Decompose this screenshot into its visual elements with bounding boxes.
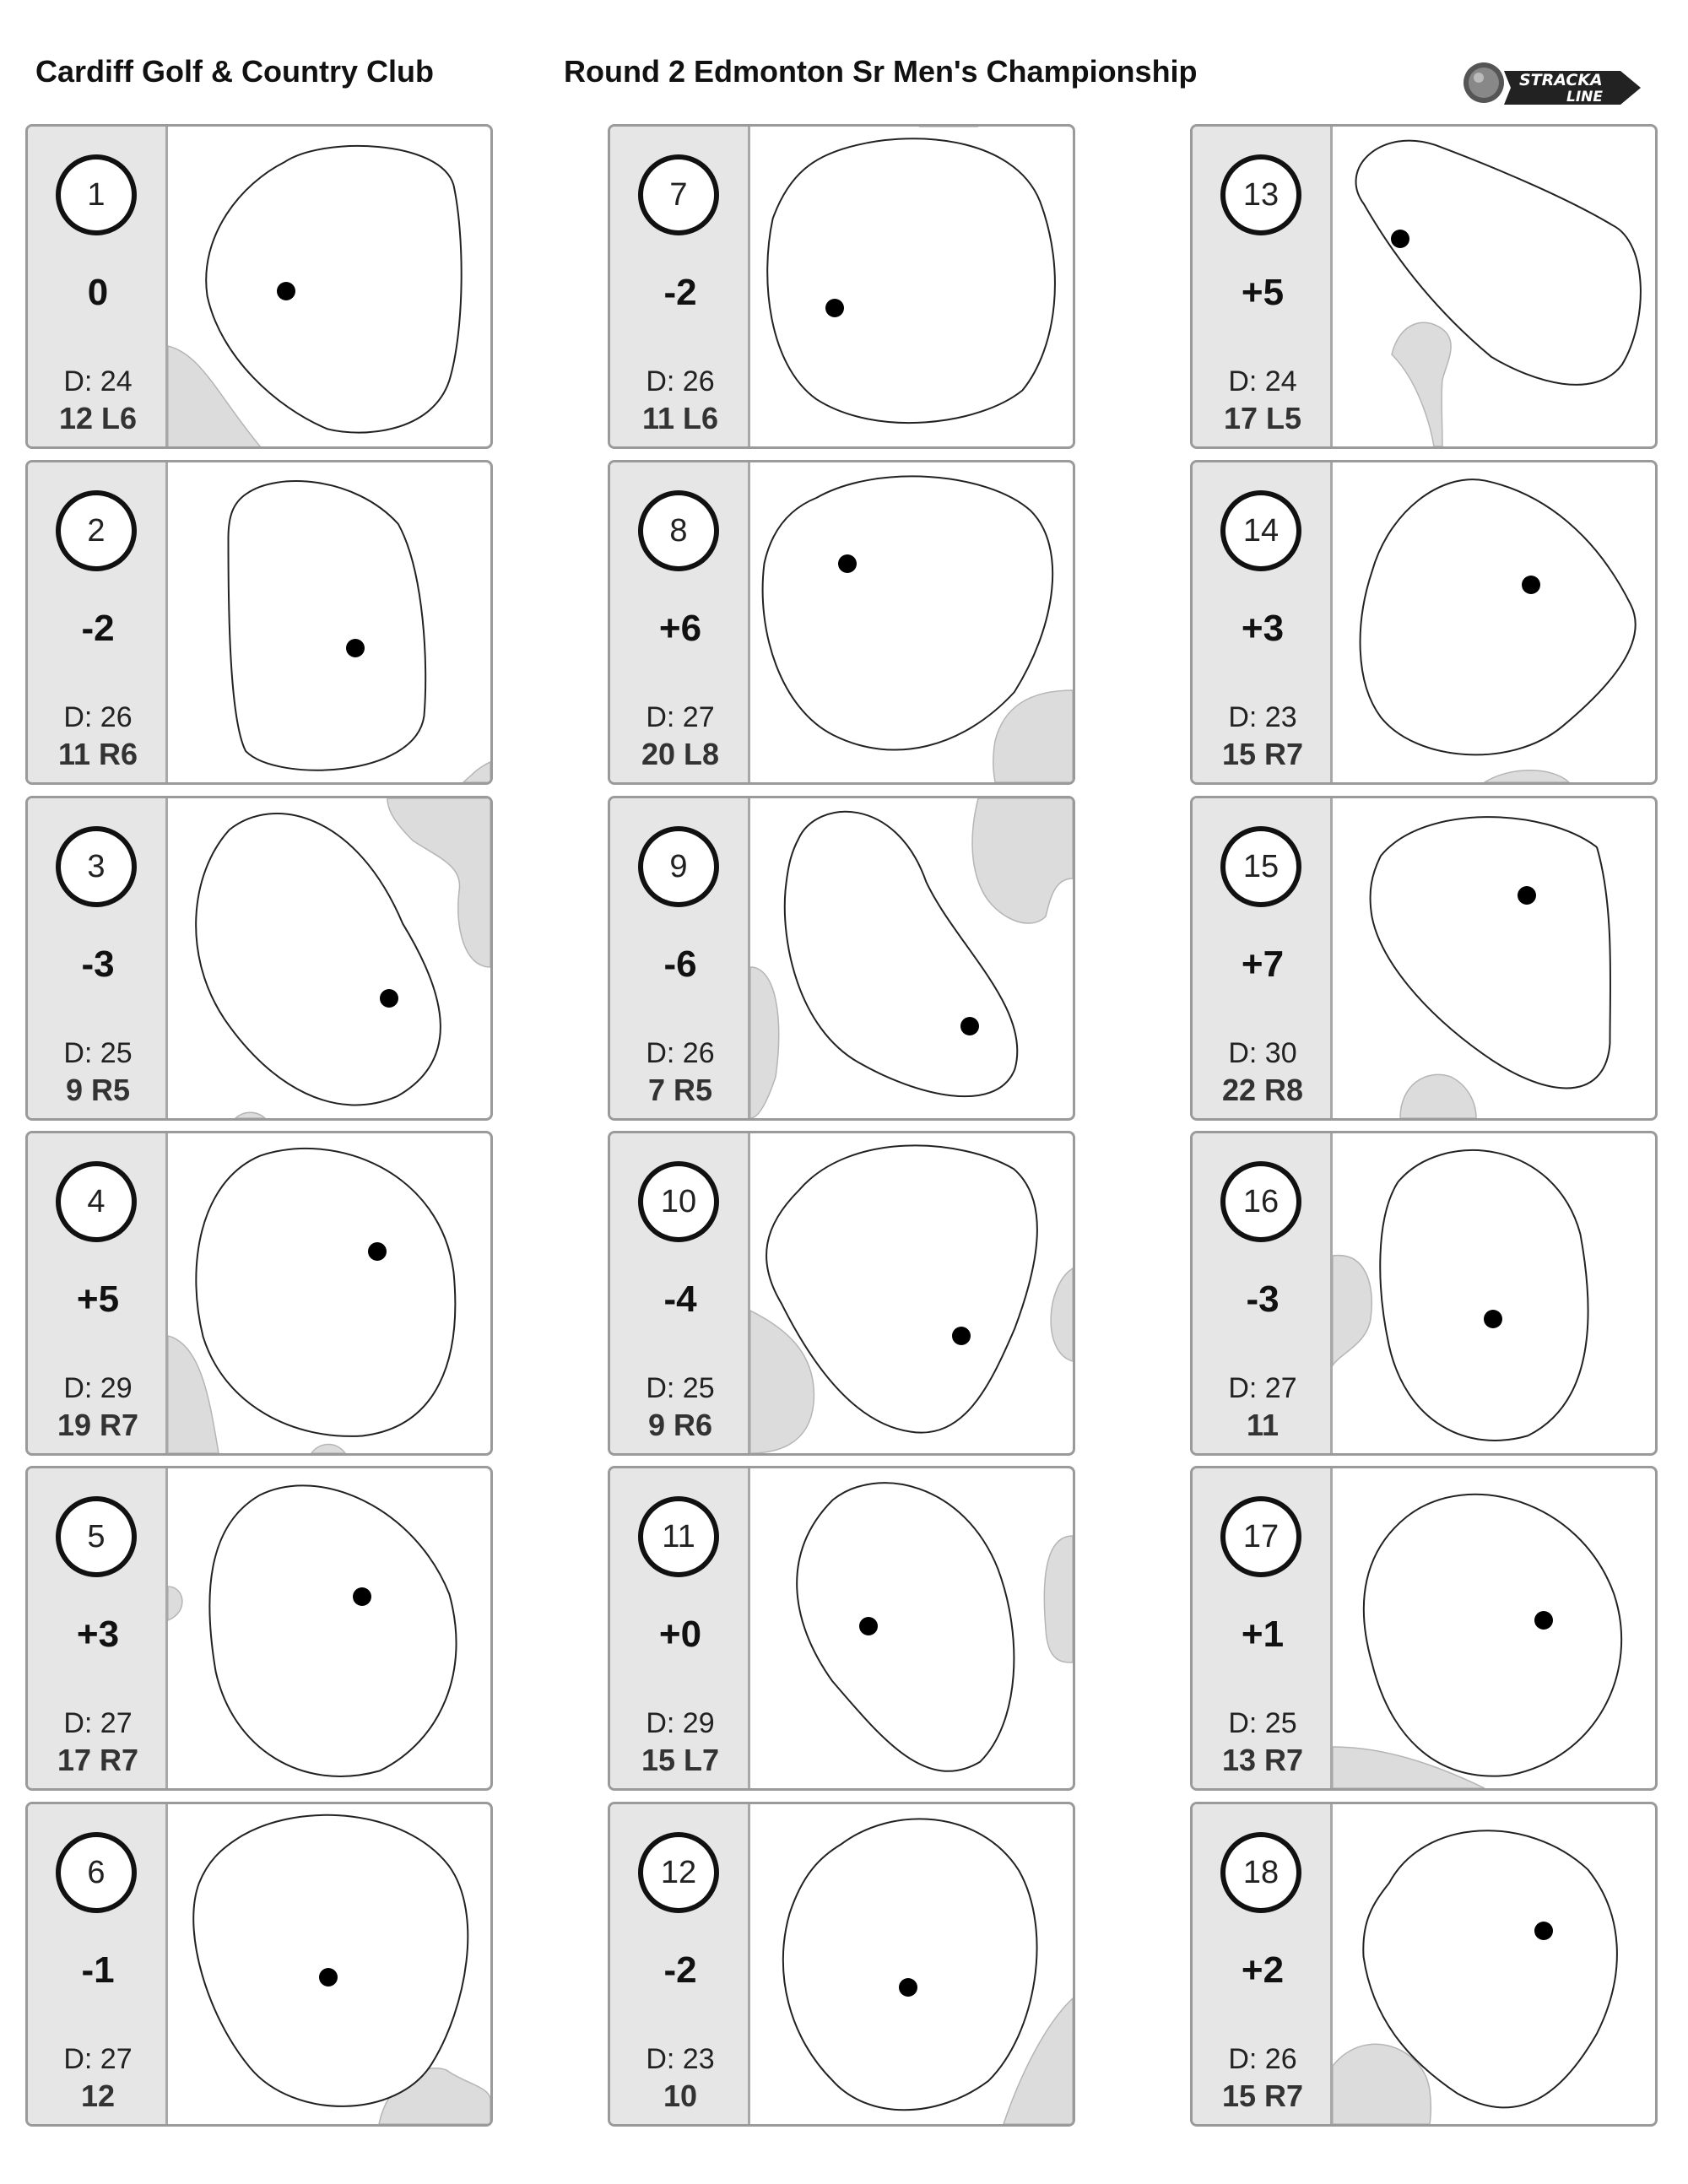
hole-number-badge: 14 [1220,490,1301,571]
pin-position: -1 [81,1949,115,1991]
hole-number-badge: 12 [638,1832,719,1913]
pin-marker [1534,1611,1553,1630]
green-diagram [1333,1804,1655,2124]
club-name: Cardiff Golf & Country Club [35,54,434,89]
green-outline-inner [800,1486,1011,1769]
pin-position: -3 [81,943,115,985]
hole-number-badge: 16 [1220,1161,1301,1242]
bunker-hazard [463,762,490,782]
bunker-hazard [1051,1268,1073,1361]
pin-marker [859,1617,878,1635]
pin-marker [277,282,295,300]
green-depth: D: 30 [1228,1037,1297,1069]
hole-card [608,1802,1075,2127]
pin-position: +6 [658,608,702,649]
pin-location: 11 L6 [641,401,719,435]
pin-location: 7 R5 [647,1073,713,1107]
hole-card [1190,1802,1658,2127]
hole-number-badge: 8 [638,490,719,571]
hole-number-badge: 4 [56,1161,137,1242]
green-depth: D: 23 [646,2043,715,2075]
hole-info-panel [28,798,168,1118]
bunker-hazard [972,798,1073,923]
green-depth: D: 26 [646,1037,715,1069]
bunker-hazard [1400,1074,1476,1118]
pin-position: -2 [81,608,115,649]
pin-position: -2 [663,272,697,313]
green-diagram [750,1133,1073,1453]
hole-info-panel [28,1804,168,2124]
hole-info-panel [28,127,168,446]
pin-location: 20 L8 [641,737,720,771]
hole-card [1190,460,1658,785]
green-outline-inner [771,142,1052,420]
pin-location: 11 [1246,1408,1280,1442]
bunker-hazard [311,1445,345,1454]
green-outline-inner [1383,1154,1585,1438]
pin-position: +5 [1241,272,1285,313]
hole-info-panel [1193,1133,1333,1453]
pin-location: 15 R7 [1221,2079,1304,2113]
logo-text-stracka: STRACKA [1519,71,1603,89]
green-depth: D: 26 [646,365,715,397]
hole-number-badge: 15 [1220,826,1301,907]
green-outline-inner [213,1489,453,1774]
stracka-line-logo [1460,51,1642,110]
hole-number-badge: 3 [56,826,137,907]
pin-location: 10 [663,2079,698,2113]
green-depth: D: 26 [1228,2043,1297,2075]
hole-card [25,460,493,785]
pin-position: +2 [1241,1949,1285,1991]
green-depth: D: 27 [63,2043,133,2075]
hole-card [25,796,493,1121]
logo-text-line: LINE [1566,89,1603,105]
event-title: Round 2 Edmonton Sr Men's Championship [564,54,1198,89]
pin-position: -3 [1246,1279,1280,1320]
green-diagram [168,1468,490,1788]
pin-marker [346,639,365,657]
pin-location: 19 R7 [57,1408,139,1442]
bunker-hazard [168,1587,182,1620]
pin-location: 13 R7 [1221,1743,1304,1777]
green-diagram [1333,1133,1655,1453]
hole-card [608,124,1075,449]
hole-number-badge: 5 [56,1496,137,1577]
green-depth: D: 25 [646,1372,715,1404]
hole-number-badge: 6 [56,1832,137,1913]
hole-info-panel [610,1468,750,1788]
pin-location: 17 L5 [1223,401,1302,435]
hole-card [25,1802,493,2127]
hole-info-panel [610,1804,750,2124]
green-diagram [168,1133,490,1453]
green-outline-inner [197,1818,465,2103]
bunker-hazard [1392,322,1451,446]
hole-info-panel [28,1133,168,1453]
green-outline-inner [766,479,1050,747]
pin-position: +1 [1241,1614,1285,1655]
hole-info-panel [1193,127,1333,446]
hole-number-badge: 18 [1220,1832,1301,1913]
hole-number-badge: 10 [638,1161,719,1242]
pin-location: 15 R7 [1221,737,1304,771]
pin-position: +5 [76,1279,120,1320]
hole-info-panel [610,1133,750,1453]
pin-position: +3 [1241,608,1285,649]
pin-location: 11 R6 [57,737,138,771]
pin-marker [899,1978,917,1997]
green-depth: D: 24 [1228,365,1297,397]
hole-info-panel [1193,462,1333,782]
pin-position: -6 [663,943,697,985]
hole-card [25,124,493,449]
green-outline-inner [231,484,423,768]
hole-card [1190,796,1658,1121]
bunker-hazard [993,690,1073,782]
green-depth: D: 27 [63,1707,133,1739]
green-diagram [168,462,490,782]
hole-card [608,796,1075,1121]
green-depth: D: 27 [646,701,715,733]
green-diagram [750,798,1073,1118]
green-depth: D: 27 [1228,1372,1297,1404]
bunker-hazard [1044,1536,1073,1662]
pin-position: 0 [87,272,109,313]
green-diagram [750,462,1073,782]
pin-position: -4 [663,1279,697,1320]
green-outline-inner [1366,1497,1618,1773]
green-depth: D: 29 [63,1372,133,1404]
green-outline-inner [199,1151,452,1433]
pin-location: 9 R5 [65,1073,131,1107]
hole-info-panel [1193,798,1333,1118]
pin-location: 22 R8 [1221,1073,1304,1107]
hole-number-badge: 2 [56,490,137,571]
pin-marker [1522,576,1540,594]
pin-position: +7 [1241,943,1285,985]
pin-marker [319,1968,338,1987]
hole-info-panel [1193,1468,1333,1788]
green-outline-inner [1363,483,1632,752]
hole-card [608,460,1075,785]
pin-location: 17 R7 [57,1743,139,1777]
pin-marker [380,989,398,1008]
green-diagram [1333,1468,1655,1788]
hole-card [25,1131,493,1456]
green-depth: D: 23 [1228,701,1297,733]
green-diagram [168,1804,490,2124]
pin-location: 9 R6 [647,1408,713,1442]
pin-marker [825,299,844,317]
pin-marker [1518,886,1536,905]
pin-marker [1484,1310,1502,1328]
green-outline-inner [1373,820,1608,1085]
green-diagram [750,1468,1073,1788]
bunker-hazard [1333,1256,1372,1365]
hole-info-panel [610,127,750,446]
hole-card [608,1131,1075,1456]
hole-card [1190,1466,1658,1791]
pin-marker [952,1327,971,1345]
hole-card [25,1466,493,1791]
green-diagram [750,127,1073,446]
hole-info-panel [610,798,750,1118]
green-outline-inner [199,817,438,1102]
bunker-hazard [750,967,779,1118]
pin-marker [1391,230,1409,248]
pin-marker [368,1242,387,1261]
green-depth: D: 26 [63,701,133,733]
green-depth: D: 24 [63,365,133,397]
hole-info-panel [28,462,168,782]
green-depth: D: 25 [63,1037,133,1069]
green-diagram [168,127,490,446]
pin-marker [838,554,857,573]
hole-info-panel [1193,1804,1333,2124]
pin-location: 15 L7 [641,1743,720,1777]
pin-marker [1534,1922,1553,1940]
hole-card [1190,1131,1658,1456]
green-outline-inner [786,1822,1034,2107]
pin-location: 12 L6 [58,401,138,435]
hole-info-panel [28,1468,168,1788]
bunker-hazard [235,1112,265,1118]
pin-position: +3 [76,1614,120,1655]
green-diagram [750,1804,1073,2124]
pin-marker [353,1587,371,1606]
hole-number-badge: 7 [638,154,719,235]
green-diagram [1333,127,1655,446]
hole-number-badge: 17 [1220,1496,1301,1577]
hole-number-badge: 9 [638,826,719,907]
green-diagram [168,798,490,1118]
pin-position: +0 [658,1614,702,1655]
bunker-hazard [1485,770,1569,782]
pin-marker [960,1017,979,1035]
pin-position: -2 [663,1949,697,1991]
hole-number-badge: 11 [638,1496,719,1577]
pin-location: 12 [80,2079,116,2113]
hole-number-badge: 13 [1220,154,1301,235]
green-diagram [1333,798,1655,1118]
hole-info-panel [610,462,750,782]
green-depth: D: 29 [646,1707,715,1739]
hole-number-badge: 1 [56,154,137,235]
hole-card [1190,124,1658,449]
green-depth: D: 25 [1228,1707,1297,1739]
green-diagram [1333,462,1655,782]
hole-card [608,1466,1075,1791]
green-outline-inner [209,149,458,430]
